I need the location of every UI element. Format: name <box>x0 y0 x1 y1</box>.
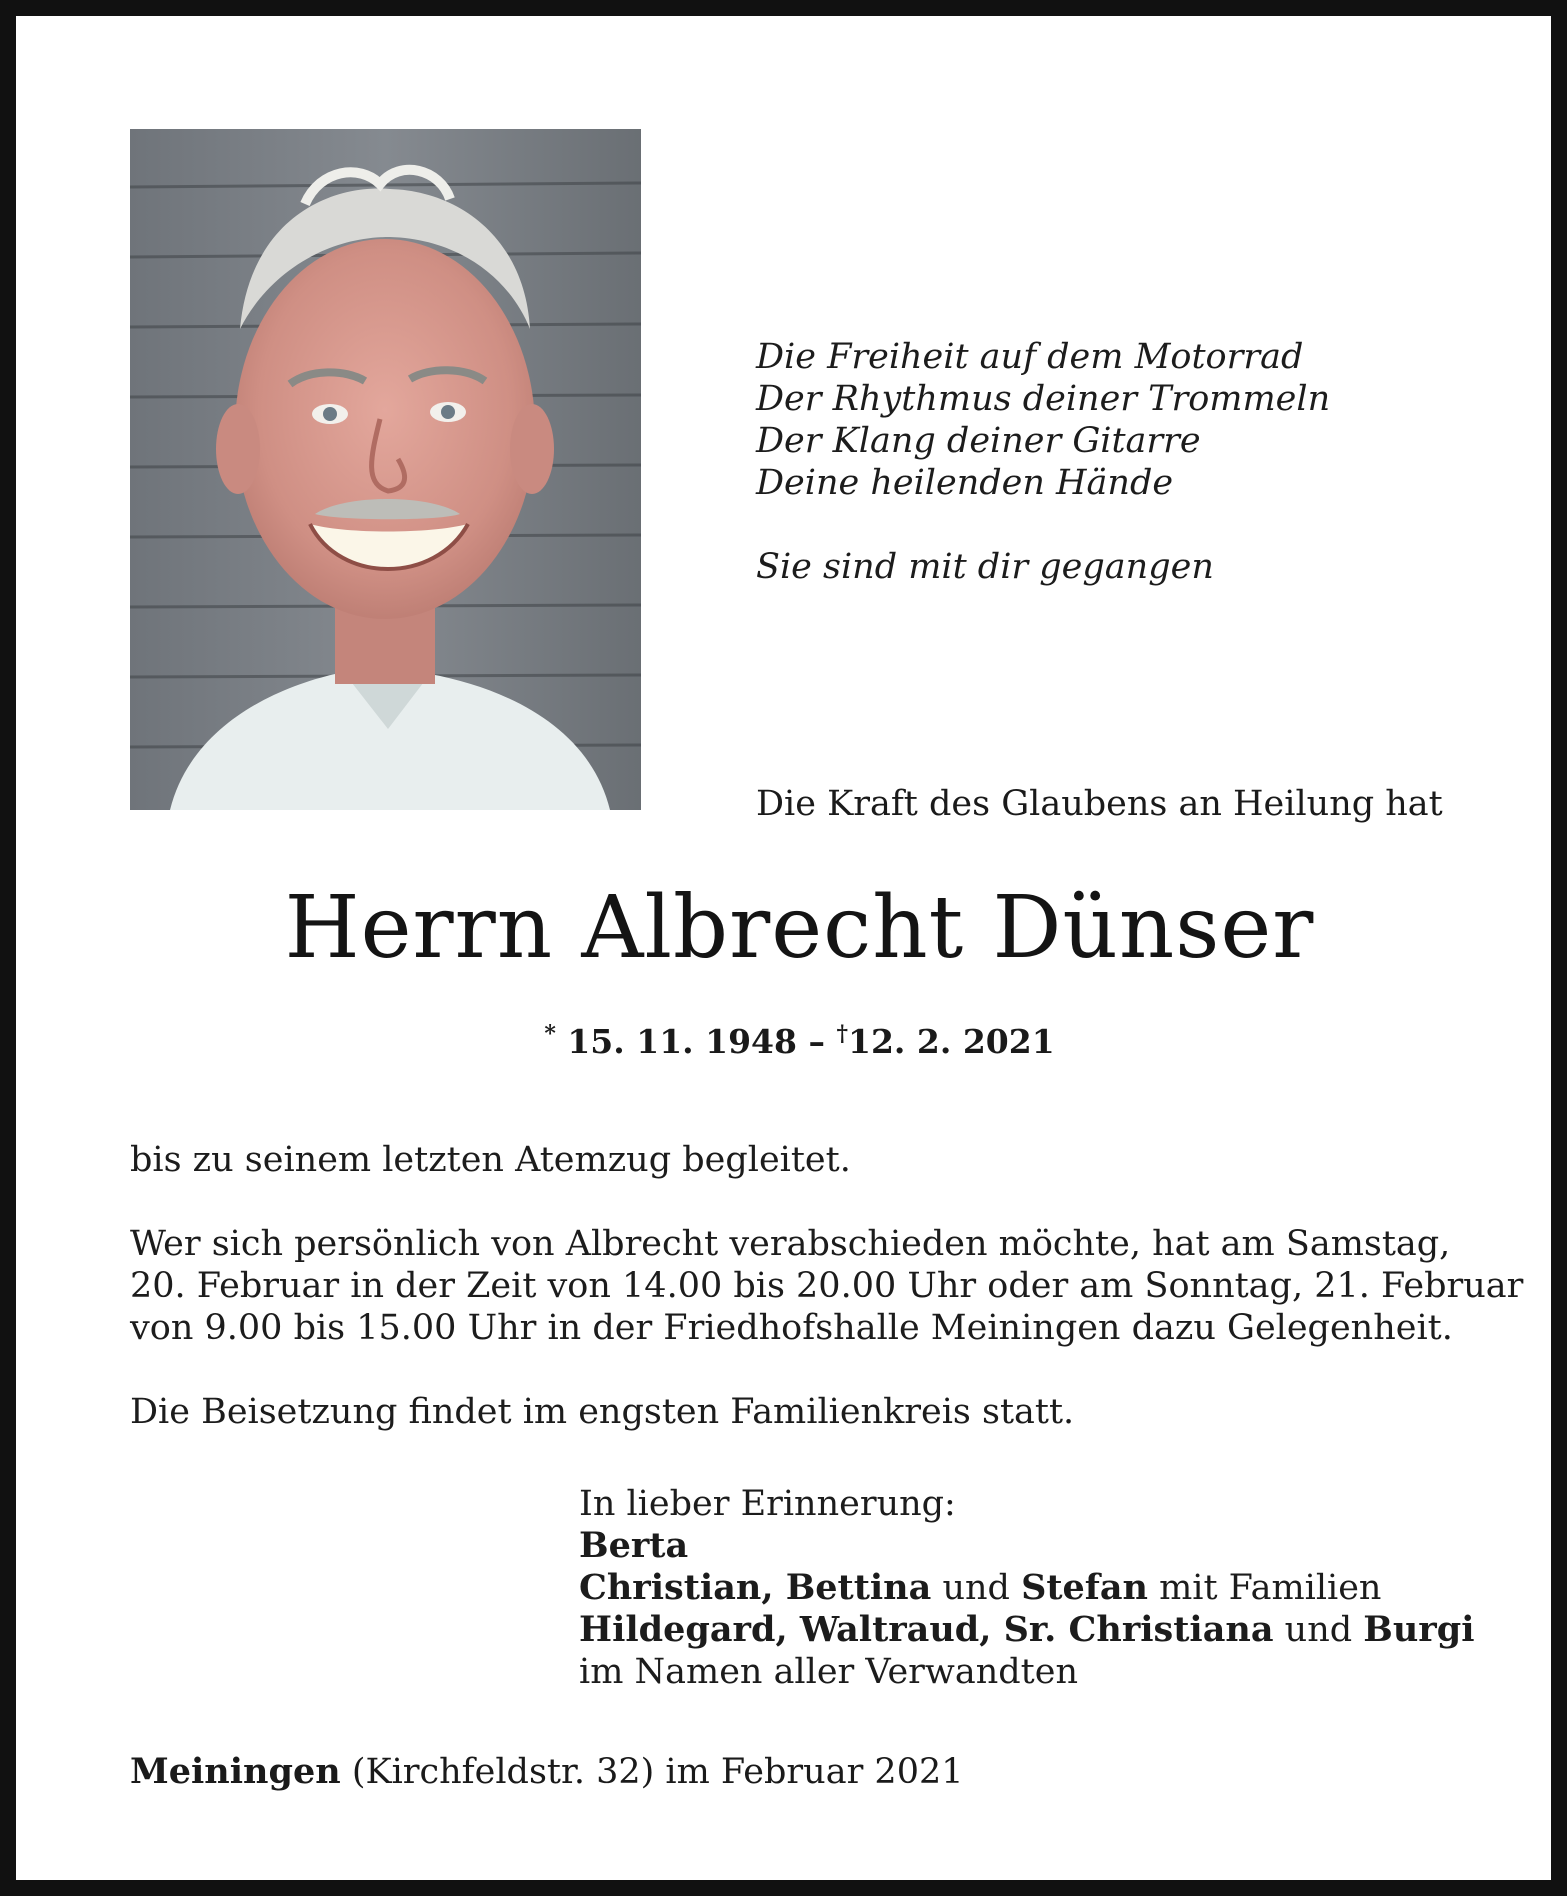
birth-symbol: * <box>544 1021 556 1047</box>
body-paragraph-2-line: 20. Februar in der Zeit von 14.00 bis 20.00 Uhr oder am Sonntag, 21. Februar <box>130 1266 1524 1306</box>
body-paragraph-1: bis zu seinem letzten Atemzug begleitet. <box>130 1140 851 1180</box>
date-separator: – <box>808 1022 825 1061</box>
death-date: 12. 2. 2021 <box>848 1022 1055 1061</box>
deceased-name: Herrn Albrecht Dünser <box>284 878 1315 978</box>
birth-date: 15. 11. 1948 <box>567 1022 797 1061</box>
mourner-names: Christian, Bettina <box>579 1567 932 1608</box>
signoff-line-4: im Namen aller Verwandten <box>579 1652 1078 1692</box>
paragraph-gap <box>130 1181 1523 1223</box>
mourner-name: Stefan <box>1021 1567 1148 1608</box>
mourners-signoff <box>579 1483 1475 1693</box>
death-symbol: † <box>836 1021 848 1047</box>
mourner-name: Burgi <box>1363 1609 1475 1650</box>
footer-place: Meiningen <box>130 1751 341 1792</box>
place-date-footer <box>130 1751 964 1793</box>
poem-line: Die Freiheit auf dem Motorrad <box>756 337 1304 377</box>
poem-line: Der Klang deiner Gitarre <box>756 421 1201 461</box>
poem-gap <box>756 504 1330 546</box>
connector-text: und <box>931 1568 1022 1608</box>
body-paragraph-2-line: von 9.00 bis 15.00 Uhr in der Friedhofshalle Meiningen dazu Gelegenheit. <box>130 1308 1453 1348</box>
poem-line: Sie sind mit dir gegangen <box>756 547 1214 587</box>
life-dates <box>16 1014 1567 1062</box>
body-text <box>130 1139 1523 1433</box>
body-paragraph-2-line: Wer sich persönlich von Albrecht verabschieden möchte, hat am Samstag, <box>130 1224 1451 1264</box>
poem-line: Der Rhythmus deiner Trommeln <box>756 379 1331 419</box>
signoff-intro: In lieber Erinnerung: <box>579 1484 956 1524</box>
signoff-line-3 <box>579 1609 1475 1651</box>
footer-address-date: (Kirchfeldstr. 32) im Februar 2021 <box>340 1752 964 1792</box>
signoff-line-1 <box>579 1525 1475 1567</box>
mourner-name: Berta <box>579 1525 689 1566</box>
poem-line: Deine heilenden Hände <box>756 463 1174 503</box>
mourner-names: Hildegard, Waltraud, Sr. Christiana <box>579 1609 1274 1650</box>
body-paragraph-3: Die Beisetzung findet im engsten Familienkreis statt. <box>130 1392 1075 1432</box>
paragraph-gap <box>130 1349 1523 1391</box>
portrait-photo <box>130 129 641 810</box>
connector-text: mit Familien <box>1147 1568 1382 1608</box>
poem <box>756 336 1330 588</box>
lead-sentence: Die Kraft des Glaubens an Heilung hat <box>756 784 1443 824</box>
signoff-line-2 <box>579 1567 1475 1609</box>
connector-text: und <box>1273 1610 1364 1650</box>
